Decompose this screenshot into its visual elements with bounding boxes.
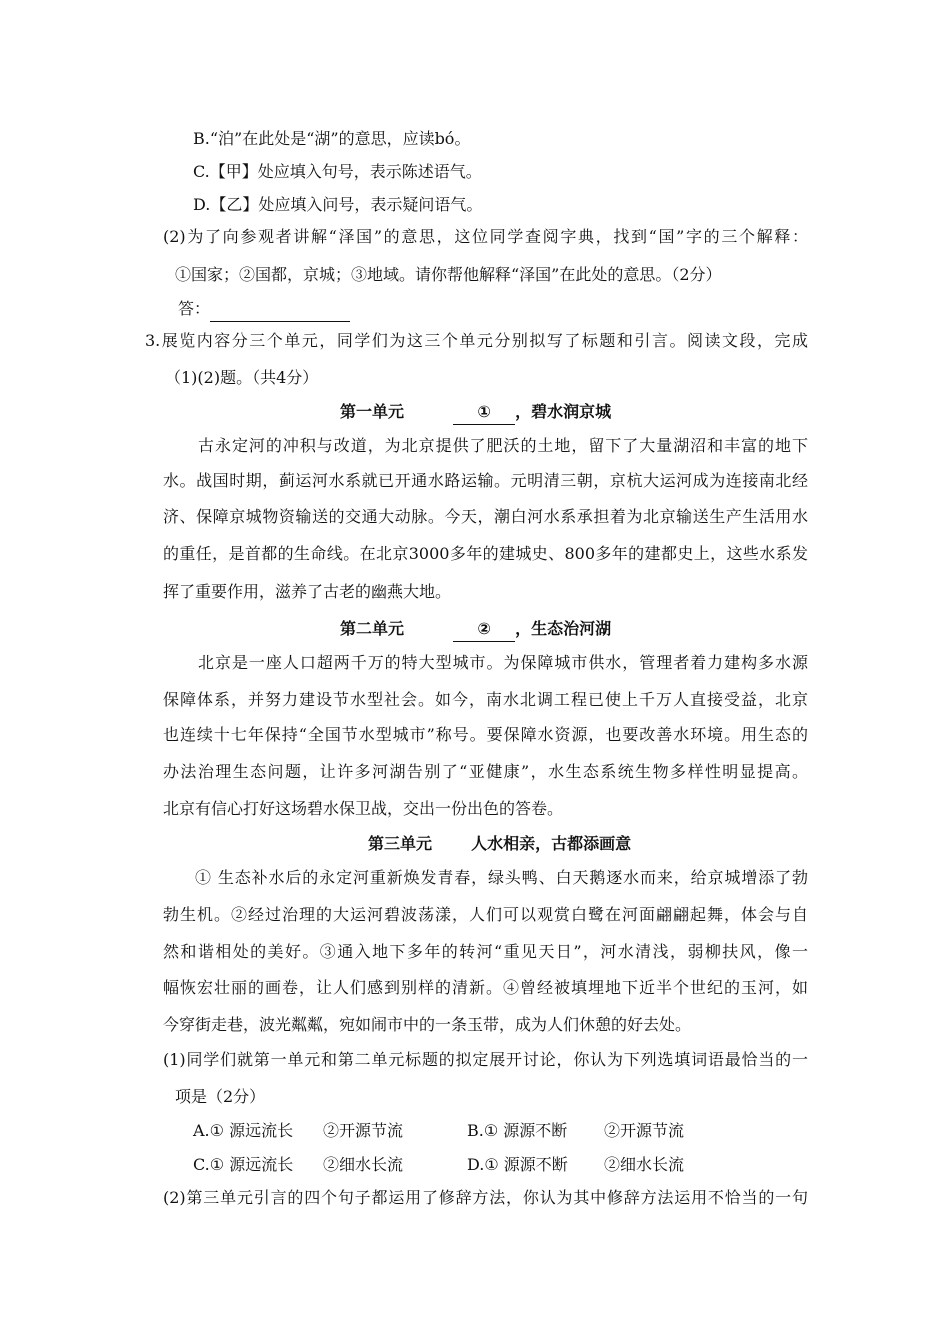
choice-b-part1[interactable]: B.① 源源不断 (467, 1121, 568, 1140)
unit2-line: 北京是一座人口超两千万的特大型城市。为保障城市供水，管理者着力建构多水源 (198, 653, 808, 672)
option-d: D.【乙】处应填入问号，表示疑问语气。 (193, 195, 483, 214)
unit1-line: 挥了重要作用，滋养了古老的幽燕大地。 (163, 582, 452, 601)
unit3-line: ① 生态补水后的永定河重新焕发青春，绿头鸭、白天鹅逐水而来，给京城增添了勃 (195, 868, 808, 887)
unit2-line: 北京有信心打好这场碧水保卫战，交出一份出色的答卷。 (163, 799, 564, 818)
unit3-line: 然和谐相处的美好。③通入地下多年的转河“重见天日”，河水清浅，弱柳扶风，像一 (163, 942, 808, 961)
unit3-title-suffix: 人水相亲，古都添画意 (471, 834, 632, 853)
unit2-title-suffix: ，生态治河湖 (515, 619, 612, 638)
unit1-blank: ① (453, 400, 515, 425)
answer-label: 答： (178, 299, 211, 318)
choice-d-part2: ②细水长流 (604, 1155, 685, 1174)
unit3-line: 今穿街走巷，波光粼粼，宛如闹市中的一条玉带，成为人们休憩的好去处。 (163, 1015, 692, 1034)
unit1-line: 水。战国时期，蓟运河水系就已开通水路运输。元明清三朝，京杭大运河成为连接南北经 (163, 471, 808, 490)
choice-a-part2: ②开源节流 (323, 1121, 404, 1140)
choice-c-part1[interactable]: C.① 源远流长 (193, 1155, 294, 1174)
unit2-title (340, 617, 611, 642)
unit3-title (368, 832, 631, 856)
unit2-line: 也连续十七年保持“全国节水型城市”称号。要保障水资源，也要改善水环境。用生态的 (163, 725, 808, 744)
option-b: B.“泊”在此处是“湖”的意思，应读bó。 (193, 129, 471, 148)
q3-sub1-line1: (1)同学们就第一单元和第二单元标题的拟定展开讨论，你认为下列选填词语最恰当的一 (163, 1050, 808, 1069)
unit2-title-prefix: 第二单元 (340, 619, 405, 638)
answer-line (178, 297, 350, 322)
q3-sub2-line1: (2)第三单元引言的四个句子都运用了修辞方法，你认为其中修辞方法运用不恰当的一句 (163, 1188, 808, 1207)
unit3-title-prefix: 第三单元 (368, 834, 433, 853)
unit2-line: 办法治理生态问题，让许多河湖告别了“亚健康”，水生态系统生物多样性明显提高。 (163, 762, 808, 781)
q3-intro-line2: （1)(2)题。（共4分） (165, 368, 319, 387)
unit3-line: 幅恢宏壮丽的画卷，让人们感到别样的清新。④曾经被填埋地下近半个世纪的玉河，如 (163, 978, 808, 997)
choice-c-part2: ②细水长流 (323, 1155, 404, 1174)
unit3-line: 勃生机。②经过治理的大运河碧波荡漾，人们可以观赏白鹭在河面翩翩起舞，体会与自 (163, 905, 808, 924)
q2-sub2-line2: ①国家；②国都，京城；③地域。请你帮他解释“泽国”在此处的意思。（2分） (175, 265, 722, 284)
unit1-line: 古永定河的冲积与改道，为北京提供了肥沃的土地，留下了大量湖沼和丰富的地下 (198, 436, 808, 455)
choice-b-part2: ②开源节流 (604, 1121, 685, 1140)
q3-intro-line1: 3.展览内容分三个单元，同学们为这三个单元分别拟写了标题和引言。阅读文段，完成 (145, 331, 808, 350)
q3-sub1-line2: 项是（2分） (175, 1087, 266, 1106)
unit2-blank: ② (453, 617, 515, 642)
unit1-line: 的重任，是首都的生命线。在北京3000多年的建城史、800多年的建都史上，这些水系发 (163, 544, 808, 563)
choice-d-part1[interactable]: D.① 源源不断 (467, 1155, 568, 1174)
unit2-line: 保障体系，并努力建设节水型社会。如今，南水北调工程已使上千万人直接受益，北京 (163, 690, 808, 709)
option-c: C.【甲】处应填入句号，表示陈述语气。 (193, 162, 482, 181)
answer-blank[interactable] (210, 297, 350, 322)
unit1-title-suffix: ，碧水润京城 (515, 402, 612, 421)
q2-sub2-line1: (2)为了向参观者讲解“泽国”的意思，这位同学查阅字典，找到“国”字的三个解释： (163, 227, 808, 246)
unit1-line: 济、保障京城物资输送的交通大动脉。今天，潮白河水系承担着为北京输送生产生活用水 (163, 507, 808, 526)
unit1-title (340, 400, 611, 425)
unit1-title-prefix: 第一单元 (340, 402, 405, 421)
choice-a-part1[interactable]: A.① 源远流长 (193, 1121, 294, 1140)
